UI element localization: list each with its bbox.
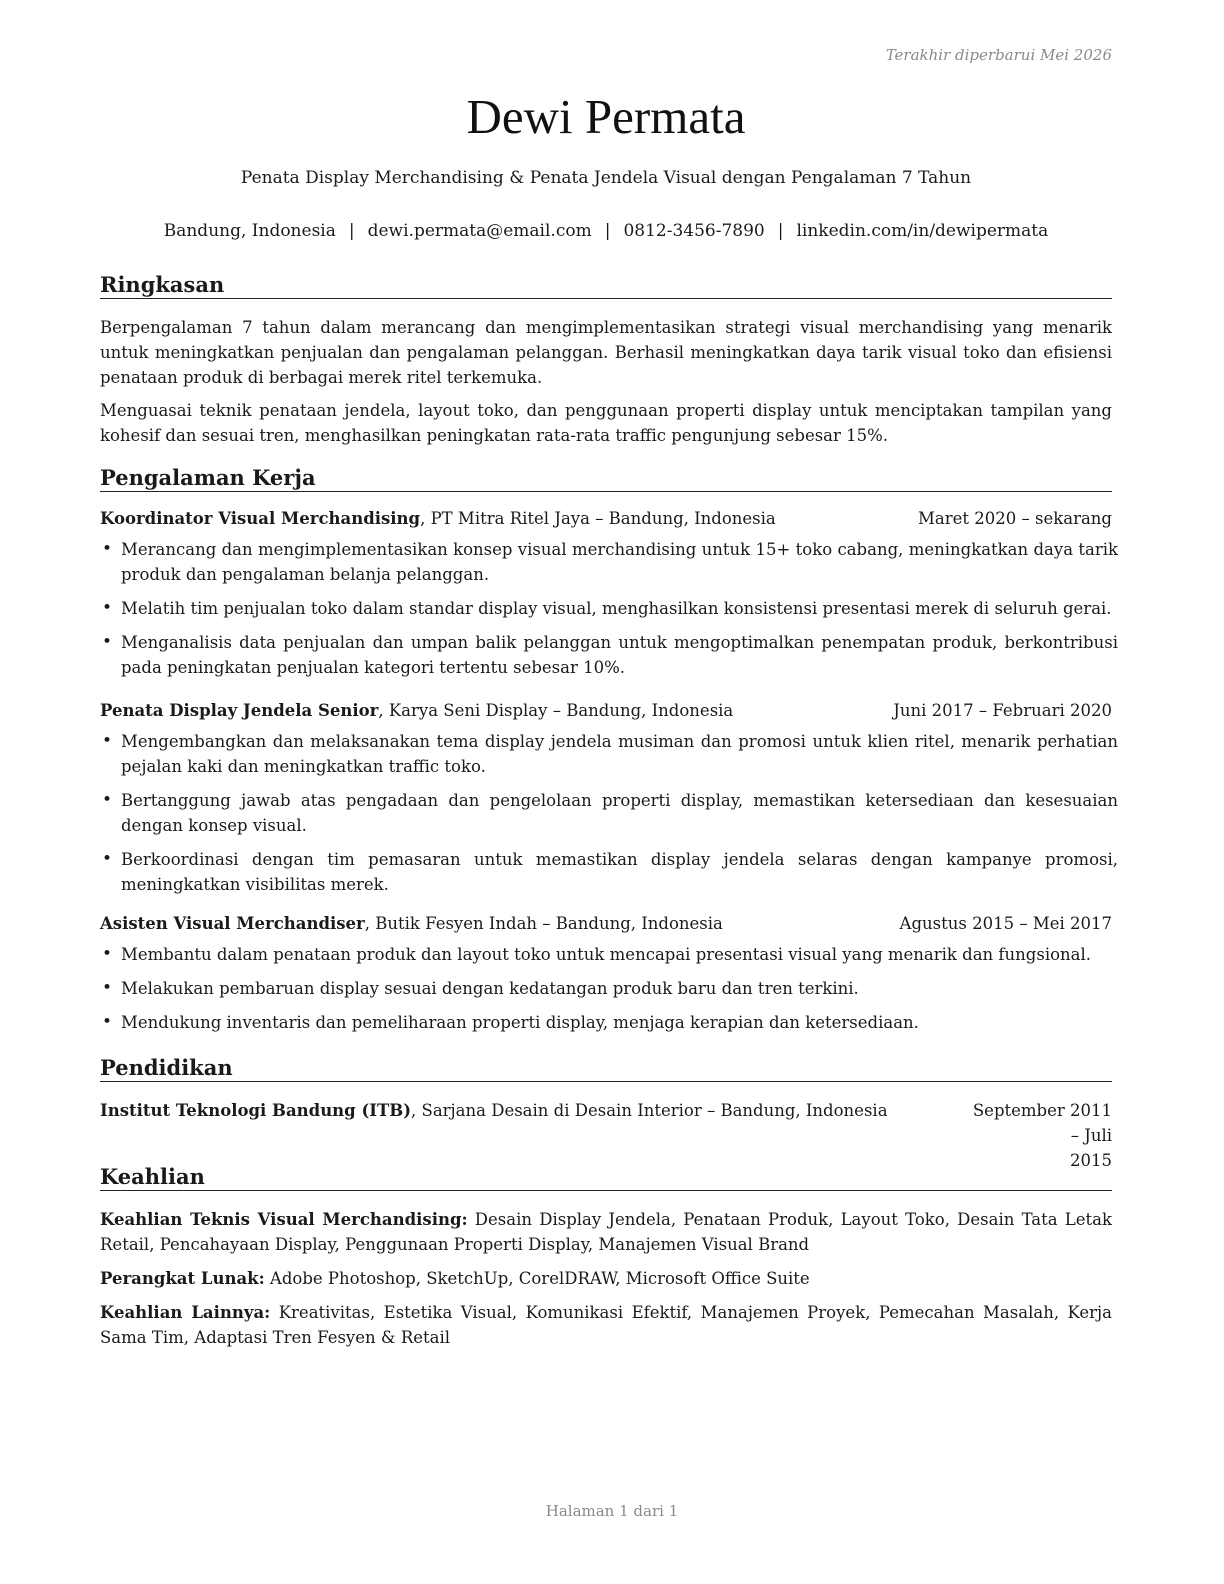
list-item: • Melakukan pembaruan display sesuai dengan kedatangan produk baru dan tren terkini.	[100, 976, 1118, 1001]
school-name: Institut Teknologi Bandung (ITB)	[100, 1101, 412, 1120]
list-item: • Mendukung inventaris dan pemeliharaan properti display, menjaga kerapian dan ketersediaan.	[100, 1010, 1118, 1035]
list-item: • Membantu dalam penataan produk dan layout toko untuk mencapai presentasi visual yang menarik dan fungsional.	[100, 942, 1118, 967]
headline: Penata Display Merchandising & Penata Jendela Visual dengan Pengalaman 7 Tahun	[240, 168, 972, 188]
job-bullets	[100, 942, 1118, 1044]
candidate-name: Dewi Permata	[466, 89, 746, 144]
section-title-experience: Pengalaman Kerja	[100, 465, 1112, 492]
list-item: • Menganalisis data penjualan dan umpan balik pelanggan untuk mengoptimalkan penempatan produk, berkontribusi pada peningkatan penjualan kategori tertentu sebesar 10%.	[100, 630, 1118, 680]
skill-label: Perangkat Lunak:	[100, 1269, 265, 1288]
linkedin-link[interactable]: linkedin.com/in/dewipermata	[796, 221, 1049, 241]
job-company: , Butik Fesyen Indah – Bandung, Indonesia	[364, 914, 723, 933]
skill-line	[100, 1207, 1112, 1257]
job-date: Maret 2020 – sekarang	[918, 509, 1112, 528]
job-header	[100, 509, 1112, 528]
skill-value: Kreativitas, Estetika Visual, Komunikasi Efektif, Manajemen Proyek, Pemecahan Masalah, Kerja Sama Tim, Adaptasi Tren Fesyen & Retail	[100, 1303, 1112, 1347]
job-role: Asisten Visual Merchandiser	[100, 914, 365, 933]
job-company: , Karya Seni Display – Bandung, Indonesia	[378, 701, 734, 720]
job-date: Agustus 2015 – Mei 2017	[899, 914, 1112, 933]
summary-paragraph-1: Berpengalaman 7 tahun dalam merancang dan mengimplementasikan strategi visual merchandising yang menarik untuk meningkatkan penjualan dan pengalaman pelanggan. Berhasil meningkatkan daya tarik visual toko dan efisiensi penataan produk di berbagai merek ritel terkemuka.	[100, 318, 1112, 387]
section-title-education: Pendidikan	[100, 1055, 1112, 1082]
page-number: Halaman 1 dari 1	[545, 1502, 679, 1520]
education-date	[970, 1098, 1112, 1173]
job-role: Koordinator Visual Merchandising	[100, 509, 421, 528]
skill-label: Keahlian Lainnya:	[100, 1303, 271, 1322]
job-header	[100, 701, 1112, 720]
job-bullets	[100, 729, 1118, 906]
list-item: • Merancang dan mengimplementasikan konsep visual merchandising untuk 15+ toko cabang, meningkatkan daya tarik produk dan pengalaman belanja pelanggan.	[100, 537, 1118, 587]
email[interactable]: dewi.permata@email.com	[367, 221, 592, 241]
job-role: Penata Display Jendela Senior	[100, 701, 379, 720]
job-date: Juni 2017 – Februari 2020	[893, 701, 1112, 720]
location: Bandung, Indonesia	[163, 221, 336, 241]
summary-paragraph-2: Menguasai teknik penataan jendela, layout toko, dan penggunaan properti display untuk menciptakan tampilan yang kohesif dan sesuai tren, menghasilkan peningkatan rata-rata traffic pengunjung sebesar 15%.	[100, 401, 1112, 445]
education-date-start: September 2011 – Juli	[972, 1101, 1112, 1145]
education-entry	[100, 1098, 1112, 1170]
skill-line	[100, 1300, 1112, 1350]
skill-label: Keahlian Teknis Visual Merchandising:	[100, 1210, 468, 1229]
job-company: , PT Mitra Ritel Jaya – Bandung, Indonesia	[420, 509, 776, 528]
job-bullets	[100, 537, 1118, 689]
section-title-skills: Keahlian	[100, 1164, 1112, 1191]
skill-line	[100, 1266, 1112, 1291]
section-title-summary: Ringkasan	[100, 272, 1112, 299]
contact-line	[100, 221, 1112, 241]
list-item: • Melatih tim penjualan toko dalam standar display visual, menghasilkan konsistensi presentasi merek di seluruh gerai.	[100, 596, 1118, 621]
list-item: • Mengembangkan dan melaksanakan tema display jendela musiman dan promosi untuk klien ritel, menarik perhatian pejalan kaki dan meningkatkan traffic toko.	[100, 729, 1118, 779]
job-header	[100, 914, 1112, 933]
list-item: • Bertanggung jawab atas pengadaan dan pengelolaan properti display, memastikan ketersediaan dan kesesuaian dengan konsep visual.	[100, 788, 1118, 838]
separator: |	[777, 221, 784, 241]
last-updated: Terakhir diperbarui Mei 2026	[885, 46, 1112, 64]
separator: |	[348, 221, 355, 241]
degree: , Sarjana Desain di Desain Interior – Bandung, Indonesia	[411, 1101, 888, 1120]
skill-value: Adobe Photoshop, SketchUp, CorelDRAW, Microsoft Office Suite	[264, 1269, 810, 1288]
phone: 0812-3456-7890	[623, 221, 765, 241]
skill-value: Desain Display Jendela, Penataan Produk, Layout Toko, Desain Tata Letak Retail, Pencahayaan Display, Penggunaan Properti Display, Manajemen Visual Brand	[100, 1210, 1112, 1254]
education-date-end: 2015	[1070, 1151, 1112, 1170]
list-item: • Berkoordinasi dengan tim pemasaran untuk memastikan display jendela selaras dengan kampanye promosi, meningkatkan visibilitas merek.	[100, 847, 1118, 897]
separator: |	[604, 221, 611, 241]
